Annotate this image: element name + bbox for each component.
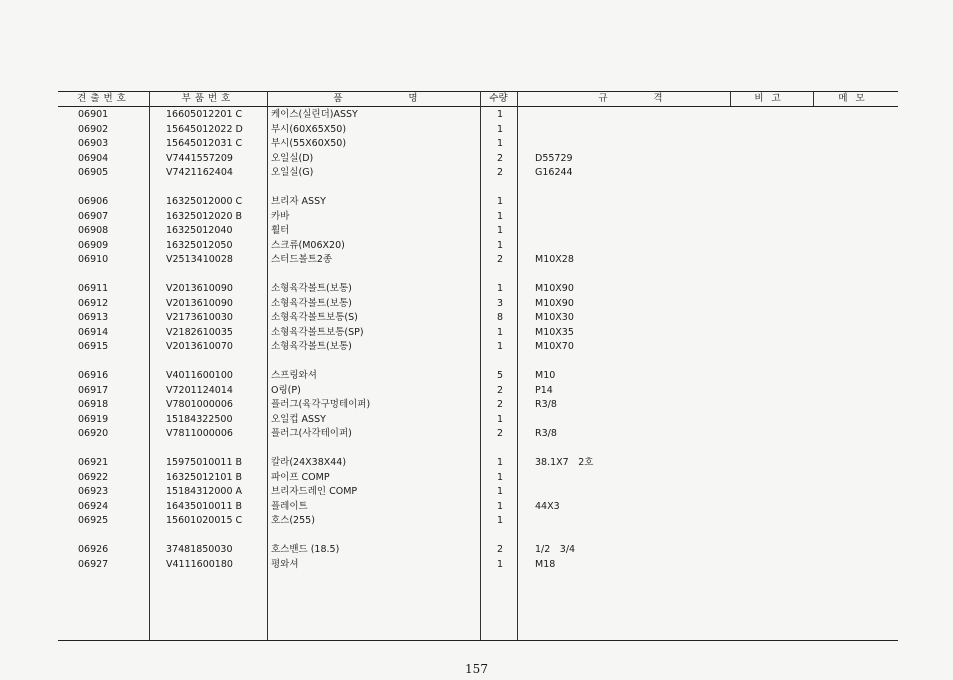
part-number: V7441557209 [166,152,233,164]
part-no-ref: 06905 [78,167,109,178]
part-name: 칼라(24X38X44) [271,457,347,468]
part-number: 16325012000 C [166,196,243,207]
part-name: 플러그(사각테이퍼) [271,428,352,439]
part-number: 15645012031 C [166,138,243,149]
part-no-ref: 06902 [78,123,109,135]
part-name: 오일실(D) [271,152,314,164]
part-number: 16435010011 B [166,500,243,512]
specification: M10 [535,370,556,381]
part-name: 브리자드레인 COMP [271,486,358,497]
page-number: 157 [465,662,488,676]
part-no-ref: 06907 [78,210,109,222]
part-number: 16325012050 [166,239,233,251]
specification: M10X35 [535,326,574,338]
specification: M10X28 [535,254,574,265]
header-memo: 메모 [838,93,873,104]
part-no-ref: 06918 [78,399,109,410]
part-number: V2182610035 [166,326,233,338]
column-divider [267,91,268,640]
part-number: 16605012201 C [166,109,243,120]
header-spec-b: 격 [653,93,667,104]
part-name: 카바 [271,210,290,222]
part-name: 호스(255) [271,515,315,526]
part-name: 스크류(M06X20) [271,239,345,251]
part-no-ref: 06925 [78,515,109,526]
part-name: O링(P) [271,384,301,396]
specification: R3/8 [535,428,557,439]
quantity: 1 [496,341,504,352]
specification: M10X90 [535,283,574,294]
part-name: 소형육각볼트보통(S) [271,312,358,323]
part-number: V2013610070 [166,341,233,352]
specification: M10X30 [535,312,574,323]
quantity: 1 [496,515,504,526]
header-bottom-rule [58,106,898,107]
quantity: 8 [496,312,504,323]
part-number: V2173610030 [166,312,233,323]
part-no-ref: 06917 [78,384,109,396]
part-number: 16325012040 [166,225,233,236]
column-divider [517,91,518,640]
part-no-ref: 06904 [78,152,109,164]
header-name-a: 품 [333,93,347,104]
part-no-ref: 06920 [78,428,109,439]
part-no-ref: 06926 [78,544,109,555]
table-bottom-rule [58,640,898,641]
part-name: 스프링와셔 [271,370,317,381]
header-no: 견출번호 [77,93,130,104]
part-number: V4011600100 [166,370,233,381]
quantity: 1 [496,326,504,338]
specification: M10X90 [535,297,574,309]
part-number: 16325012101 B [166,471,243,483]
part-number: V2513410028 [166,254,233,265]
quantity: 2 [496,254,504,265]
part-name: 호스밴드 (18.5) [271,544,340,555]
header-name-b: 명 [408,93,422,104]
quantity: 2 [496,544,504,555]
quantity: 1 [496,500,504,512]
quantity: 2 [496,152,504,164]
part-name: 소형육각볼트(보통) [271,341,352,352]
part-no-ref: 06919 [78,413,109,425]
part-no-ref: 06909 [78,239,109,251]
part-name: 브리자 ASSY [271,196,326,207]
part-name: 부시(55X60X50) [271,138,347,149]
part-number: 15601020015 C [166,515,243,526]
part-no-ref: 06915 [78,341,109,352]
part-no-ref: 06903 [78,138,109,149]
quantity: 1 [496,225,504,236]
header-spec-a: 규 [598,93,612,104]
part-number: 15184312000 A [166,486,243,497]
part-no-ref: 06927 [78,558,109,570]
part-no-ref: 06906 [78,196,109,207]
part-number: V4111600180 [166,558,233,570]
part-no-ref: 06922 [78,471,109,483]
part-no-ref: 06921 [78,457,109,468]
part-number: 37481850030 [166,544,233,555]
specification: 38.1X7 2호 [535,457,594,468]
column-divider [149,91,150,640]
quantity: 1 [496,210,504,222]
specification: R3/8 [535,399,557,410]
header-part-no: 부품번호 [181,93,235,104]
part-name: 소형육각볼트보통(SP) [271,326,364,338]
part-no-ref: 06912 [78,297,109,309]
quantity: 5 [496,370,504,381]
quantity: 2 [496,428,504,439]
quantity: 1 [496,486,504,497]
part-no-ref: 06910 [78,254,109,265]
quantity: 1 [496,138,504,149]
part-name: 오일실(G) [271,167,314,178]
part-number: 16325012020 B [166,210,243,222]
part-no-ref: 06908 [78,225,109,236]
part-number: V7201124014 [166,384,233,396]
part-name: 오일컵 ASSY [271,413,326,425]
quantity: 1 [496,123,504,135]
part-name: 평와셔 [271,558,299,570]
part-number: V7801000006 [166,399,233,410]
specification: M10X70 [535,341,574,352]
part-no-ref: 06924 [78,500,109,512]
part-no-ref: 06914 [78,326,109,338]
part-name: 스터드볼트2종 [271,254,333,265]
part-name: 소형육각볼트(보통) [271,283,352,294]
part-name: 케이스(실린더)ASSY [271,109,358,120]
specification: M18 [535,558,556,570]
part-name: 휠터 [271,225,290,236]
specification: G16244 [535,167,573,178]
part-name: 소형육각볼트(보통) [271,297,352,309]
part-name: 플레이트 [271,500,308,512]
part-name: 파이프 COMP [271,471,330,483]
quantity: 1 [496,457,504,468]
part-no-ref: 06913 [78,312,109,323]
specification: D55729 [535,152,573,164]
part-number: V7811000006 [166,428,233,439]
part-number: 15645012022 D [166,123,243,135]
part-name: 플러그(육각구멍테이퍼) [271,399,371,410]
header-qty: 수량 [489,93,508,104]
header-remark: 비고 [754,93,789,104]
part-number: V7421162404 [166,167,233,178]
quantity: 1 [496,109,504,120]
quantity: 1 [496,239,504,251]
quantity: 3 [496,297,504,309]
quantity: 2 [496,167,504,178]
part-no-ref: 06901 [78,109,109,120]
quantity: 1 [496,413,504,425]
part-no-ref: 06911 [78,283,109,294]
quantity: 1 [496,558,504,570]
part-number: 15975010011 B [166,457,243,468]
part-no-ref: 06916 [78,370,109,381]
column-divider [480,91,481,640]
part-no-ref: 06923 [78,486,109,497]
quantity: 1 [496,283,504,294]
quantity: 1 [496,196,504,207]
quantity: 2 [496,384,504,396]
quantity: 1 [496,471,504,483]
specification: 1/2 3/4 [535,544,576,555]
quantity: 2 [496,399,504,410]
part-number: V2013610090 [166,283,233,294]
part-name: 부시(60X65X50) [271,123,347,135]
part-number: 15184322500 [166,413,233,425]
specification: P14 [535,384,553,396]
specification: 44X3 [535,500,560,512]
part-number: V2013610090 [166,297,233,309]
